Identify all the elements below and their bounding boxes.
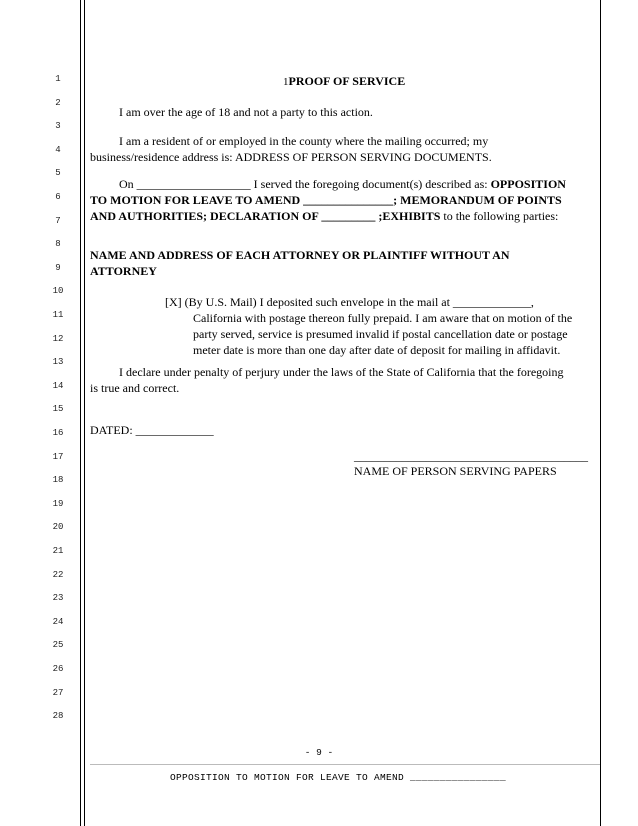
- line-number: 10: [52, 286, 64, 297]
- dated-line: DATED: _____________: [90, 423, 214, 437]
- paragraph-served-line-1: [119, 176, 566, 193]
- title-marker: 1: [283, 76, 289, 88]
- line-number: 17: [52, 451, 64, 462]
- served-parties-text: to the following parties:: [440, 209, 559, 223]
- name-address-line-1: NAME AND ADDRESS OF EACH ATTORNEY OR PLAINTIFF WITHOUT AN: [90, 248, 510, 262]
- line-number: 3: [55, 121, 61, 132]
- declare-line-1: I declare under penalty of perjury under the laws of the State of California that the foregoing: [119, 365, 564, 379]
- line-number: 26: [52, 664, 64, 674]
- footer-document-title: OPPOSITION TO MOTION FOR LEAVE TO AMEND ________________: [170, 772, 507, 783]
- line-number: 28: [52, 711, 64, 722]
- line-number: 22: [52, 569, 64, 580]
- declare-line-2: is true and correct.: [90, 381, 180, 395]
- line-number: 7: [55, 215, 61, 226]
- mail-line-1: [X] (By U.S. Mail) I deposited such envelope in the mail at _____________,: [165, 295, 534, 309]
- mail-line-4: meter date is more than one day after date of deposit for mailing in affidavit.: [193, 343, 561, 357]
- line-number: 14: [52, 380, 64, 391]
- paragraph-resident-line-2: business/residence address is: ADDRESS OF PERSON SERVING DOCUMENTS.: [90, 150, 492, 164]
- line-number: 18: [52, 475, 64, 486]
- served-doc-bold-2: AND AUTHORITIES; DECLARATION OF _________ ;EXHIBITS: [90, 209, 441, 223]
- footer-rule: [90, 764, 600, 765]
- line-number: 12: [52, 333, 64, 344]
- paragraph-resident-line-1: I am a resident of or employed in the county where the mailing occurred; my: [119, 134, 489, 148]
- line-number: 19: [52, 498, 64, 509]
- mail-line-2: California with postage thereon fully prepaid. I am aware that on motion of the: [193, 311, 573, 325]
- line-number: 8: [55, 239, 61, 250]
- signature-line: _______________________________________: [354, 449, 588, 463]
- left-margin-rule-inner: [84, 0, 85, 826]
- line-number: 27: [52, 687, 64, 698]
- paragraph-served-line-2: TO MOTION FOR LEAVE TO AMEND _______________; MEMORANDUM OF POINTS: [90, 193, 562, 207]
- mail-line-3: party served, service is presumed invalid if postal cancellation date or postage: [193, 327, 568, 341]
- page-number: - 9 -: [304, 747, 334, 758]
- line-number: 21: [52, 546, 64, 556]
- line-number: 2: [55, 97, 61, 108]
- page-title: [283, 73, 405, 91]
- left-margin-rule: [80, 0, 81, 826]
- served-lead-text: On ___________________ I served the foregoing document(s) described as:: [119, 177, 491, 191]
- proof-of-service-title: PROOF OF SERVICE: [288, 74, 406, 88]
- signature-name: NAME OF PERSON SERVING PAPERS: [354, 464, 557, 478]
- line-number: 5: [55, 168, 61, 179]
- line-number: 15: [52, 404, 64, 415]
- line-number: 13: [52, 357, 64, 368]
- line-number: 1: [55, 74, 61, 84]
- paragraph-age: I am over the age of 18 and not a party to this action.: [119, 105, 373, 119]
- line-number: 24: [52, 616, 64, 627]
- line-number: 23: [52, 593, 64, 604]
- line-number: 20: [52, 522, 64, 533]
- line-number: 6: [55, 192, 61, 202]
- line-number: 11: [52, 310, 64, 320]
- paragraph-served-line-3: [90, 208, 558, 225]
- line-number: 4: [55, 144, 61, 155]
- line-number: 16: [52, 428, 64, 438]
- line-number: 25: [52, 640, 64, 651]
- name-address-line-2: ATTORNEY: [90, 264, 157, 278]
- right-margin-rule: [600, 0, 601, 826]
- line-number: 9: [55, 262, 61, 273]
- served-doc-bold: OPPOSITION: [490, 177, 566, 191]
